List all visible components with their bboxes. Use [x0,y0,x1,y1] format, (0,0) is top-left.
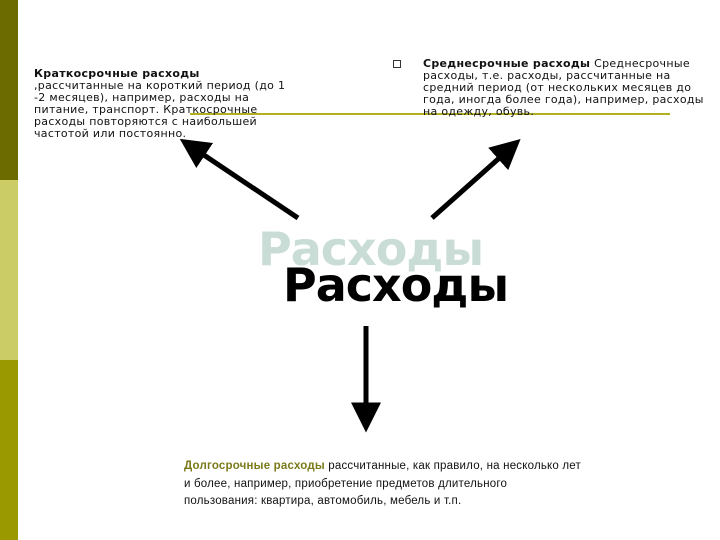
medium-term-title: Среднесрочные расходы [423,57,591,70]
arrow-to-short-term [186,143,298,218]
medium-term-text: Среднесрочные расходы, т.е. расходы, рассчитанные на средний период (от нескольких месяцев до года, иногда более года), например, расходы на одежду, обувь. [423,57,704,118]
arrow-to-medium-term [432,144,515,218]
long-term-title: Долгосрочные расходы [184,460,325,472]
center-title-shadow: Расходы [258,222,484,276]
short-term-title: Краткосрочные расходы [34,67,200,80]
long-term-text: рассчитанные, как правило, на несколько лет и более, например, приобретение предметов длительного пользования: квартира, автомобиль, мебель и т.п. [184,460,581,507]
long-term-block [184,458,584,511]
short-term-text: ,рассчитанные на короткий период (до 1 -2 месяцев), например, расходы на питание, транспорт. Краткосрочные расходы повторяются с наибольшей частотой или постоянно. [34,79,286,140]
center-title: Расходы [283,258,509,312]
